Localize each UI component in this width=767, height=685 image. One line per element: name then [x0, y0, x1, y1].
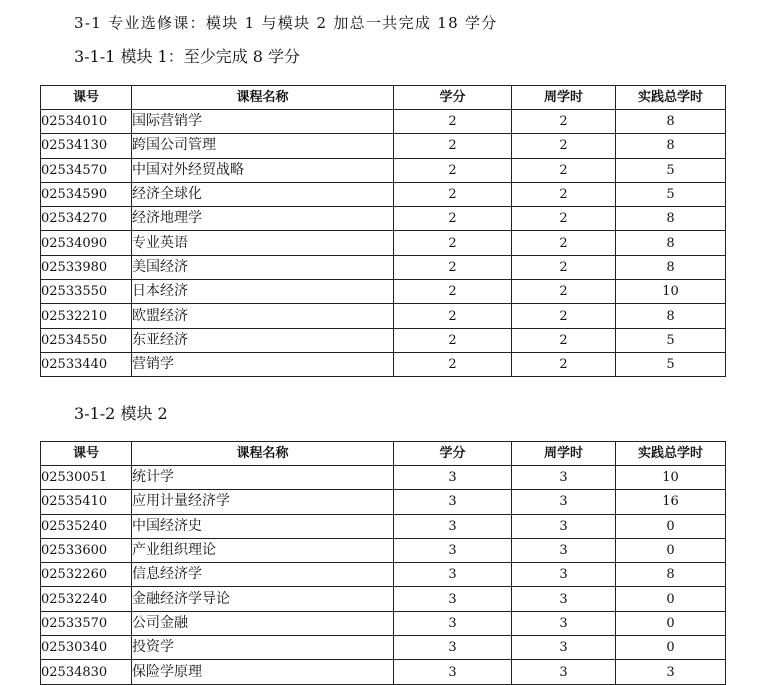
table-row	[41, 134, 726, 158]
cell-credits: 3	[394, 538, 512, 562]
cell-weekly-hours: 3	[512, 587, 616, 611]
table-row	[41, 231, 726, 255]
cell-course-code: 02532260	[41, 563, 132, 587]
cell-weekly-hours: 3	[512, 514, 616, 538]
cell-practice-hours: 8	[616, 110, 726, 134]
cell-practice-hours: 0	[616, 611, 726, 635]
cell-course-code: 02530340	[41, 636, 132, 660]
table-row	[41, 207, 726, 231]
cell-course-code: 02530051	[41, 466, 132, 490]
cell-credits: 3	[394, 514, 512, 538]
cell-practice-hours: 8	[616, 304, 726, 328]
header-course-name: 课程名称	[132, 442, 394, 466]
cell-credits: 2	[394, 328, 512, 352]
header-practice-hours: 实践总学时	[616, 86, 726, 110]
cell-credits: 3	[394, 660, 512, 684]
cell-practice-hours: 8	[616, 134, 726, 158]
table-row	[41, 280, 726, 304]
cell-weekly-hours: 3	[512, 490, 616, 514]
cell-practice-hours: 5	[616, 352, 726, 376]
cell-weekly-hours: 2	[512, 110, 616, 134]
table-row	[41, 182, 726, 206]
table-row	[41, 611, 726, 635]
header-credits: 学分	[394, 442, 512, 466]
cell-course-code: 02535410	[41, 490, 132, 514]
cell-course-name: 欧盟经济	[132, 304, 394, 328]
cell-credits: 3	[394, 611, 512, 635]
table-row	[41, 636, 726, 660]
cell-course-name: 中国经济史	[132, 514, 394, 538]
cell-course-code: 02533980	[41, 255, 132, 279]
cell-weekly-hours: 2	[512, 352, 616, 376]
cell-course-code: 02534570	[41, 158, 132, 182]
header-credits: 学分	[394, 86, 512, 110]
table-row	[41, 255, 726, 279]
cell-weekly-hours: 2	[512, 304, 616, 328]
module-2-title: 3-1-2 模块 2	[74, 404, 168, 423]
cell-course-name: 中国对外经贸战略	[132, 158, 394, 182]
cell-practice-hours: 0	[616, 587, 726, 611]
cell-weekly-hours: 2	[512, 158, 616, 182]
cell-practice-hours: 0	[616, 636, 726, 660]
table-header-row	[41, 86, 726, 110]
module-1-title: 3-1-1 模块 1：至少完成 8 学分	[74, 47, 301, 66]
table-row	[41, 328, 726, 352]
cell-credits: 2	[394, 134, 512, 158]
cell-course-code: 02533570	[41, 611, 132, 635]
cell-credits: 3	[394, 636, 512, 660]
cell-credits: 2	[394, 158, 512, 182]
cell-credits: 2	[394, 207, 512, 231]
cell-credits: 2	[394, 231, 512, 255]
cell-weekly-hours: 3	[512, 538, 616, 562]
cell-practice-hours: 10	[616, 280, 726, 304]
cell-practice-hours: 8	[616, 207, 726, 231]
cell-weekly-hours: 3	[512, 636, 616, 660]
cell-course-name: 跨国公司管理	[132, 134, 394, 158]
cell-practice-hours: 0	[616, 538, 726, 562]
cell-course-name: 统计学	[132, 466, 394, 490]
cell-credits: 2	[394, 255, 512, 279]
table-row	[41, 110, 726, 134]
cell-credits: 3	[394, 466, 512, 490]
table-row	[41, 304, 726, 328]
cell-course-name: 国际营销学	[132, 110, 394, 134]
cell-course-name: 产业组织理论	[132, 538, 394, 562]
cell-weekly-hours: 2	[512, 280, 616, 304]
table-row	[41, 563, 726, 587]
cell-course-code: 02534130	[41, 134, 132, 158]
module-1-course-table	[40, 85, 726, 377]
cell-course-name: 专业英语	[132, 231, 394, 255]
cell-course-name: 经济地理学	[132, 207, 394, 231]
header-practice-hours: 实践总学时	[616, 442, 726, 466]
section-title: 3-1 专业选修课：模块 1 与模块 2 加总一共完成 18 学分	[74, 14, 498, 32]
cell-credits: 3	[394, 587, 512, 611]
cell-course-name: 金融经济学导论	[132, 587, 394, 611]
table-row	[41, 490, 726, 514]
cell-practice-hours: 3	[616, 660, 726, 684]
table-row	[41, 587, 726, 611]
cell-practice-hours: 5	[616, 182, 726, 206]
cell-course-code: 02533600	[41, 538, 132, 562]
cell-credits: 2	[394, 304, 512, 328]
cell-practice-hours: 8	[616, 255, 726, 279]
header-weekly-hours: 周学时	[512, 86, 616, 110]
table-row	[41, 158, 726, 182]
cell-practice-hours: 10	[616, 466, 726, 490]
module-2-course-table	[40, 441, 726, 685]
cell-course-code: 02534010	[41, 110, 132, 134]
cell-practice-hours: 8	[616, 563, 726, 587]
cell-practice-hours: 16	[616, 490, 726, 514]
cell-weekly-hours: 2	[512, 231, 616, 255]
cell-course-code: 02534830	[41, 660, 132, 684]
cell-course-code: 02533440	[41, 352, 132, 376]
cell-course-name: 投资学	[132, 636, 394, 660]
cell-course-code: 02534270	[41, 207, 132, 231]
cell-course-code: 02534590	[41, 182, 132, 206]
cell-course-name: 经济全球化	[132, 182, 394, 206]
cell-credits: 2	[394, 110, 512, 134]
cell-weekly-hours: 3	[512, 660, 616, 684]
cell-credits: 2	[394, 182, 512, 206]
cell-weekly-hours: 2	[512, 255, 616, 279]
cell-course-name: 保险学原理	[132, 660, 394, 684]
cell-course-name: 东亚经济	[132, 328, 394, 352]
header-course-code: 课号	[41, 86, 132, 110]
cell-course-code: 02532210	[41, 304, 132, 328]
cell-course-name: 应用计量经济学	[132, 490, 394, 514]
cell-course-code: 02534550	[41, 328, 132, 352]
cell-weekly-hours: 2	[512, 134, 616, 158]
cell-course-code: 02532240	[41, 587, 132, 611]
cell-course-name: 公司金融	[132, 611, 394, 635]
cell-course-code: 02533550	[41, 280, 132, 304]
cell-weekly-hours: 3	[512, 563, 616, 587]
cell-weekly-hours: 3	[512, 611, 616, 635]
cell-practice-hours: 5	[616, 328, 726, 352]
table-header-row	[41, 442, 726, 466]
header-weekly-hours: 周学时	[512, 442, 616, 466]
cell-weekly-hours: 3	[512, 466, 616, 490]
cell-practice-hours: 8	[616, 231, 726, 255]
cell-course-code: 02534090	[41, 231, 132, 255]
header-course-name: 课程名称	[132, 86, 394, 110]
cell-weekly-hours: 2	[512, 328, 616, 352]
cell-credits: 3	[394, 563, 512, 587]
cell-practice-hours: 0	[616, 514, 726, 538]
cell-course-name: 日本经济	[132, 280, 394, 304]
cell-credits: 3	[394, 490, 512, 514]
table-row	[41, 514, 726, 538]
table-row	[41, 660, 726, 684]
cell-weekly-hours: 2	[512, 182, 616, 206]
cell-weekly-hours: 2	[512, 207, 616, 231]
cell-practice-hours: 5	[616, 158, 726, 182]
cell-course-name: 营销学	[132, 352, 394, 376]
cell-credits: 2	[394, 280, 512, 304]
header-course-code: 课号	[41, 442, 132, 466]
cell-course-name: 信息经济学	[132, 563, 394, 587]
table-row	[41, 352, 726, 376]
cell-credits: 2	[394, 352, 512, 376]
table-row	[41, 538, 726, 562]
table-row	[41, 466, 726, 490]
cell-course-name: 美国经济	[132, 255, 394, 279]
cell-course-code: 02535240	[41, 514, 132, 538]
